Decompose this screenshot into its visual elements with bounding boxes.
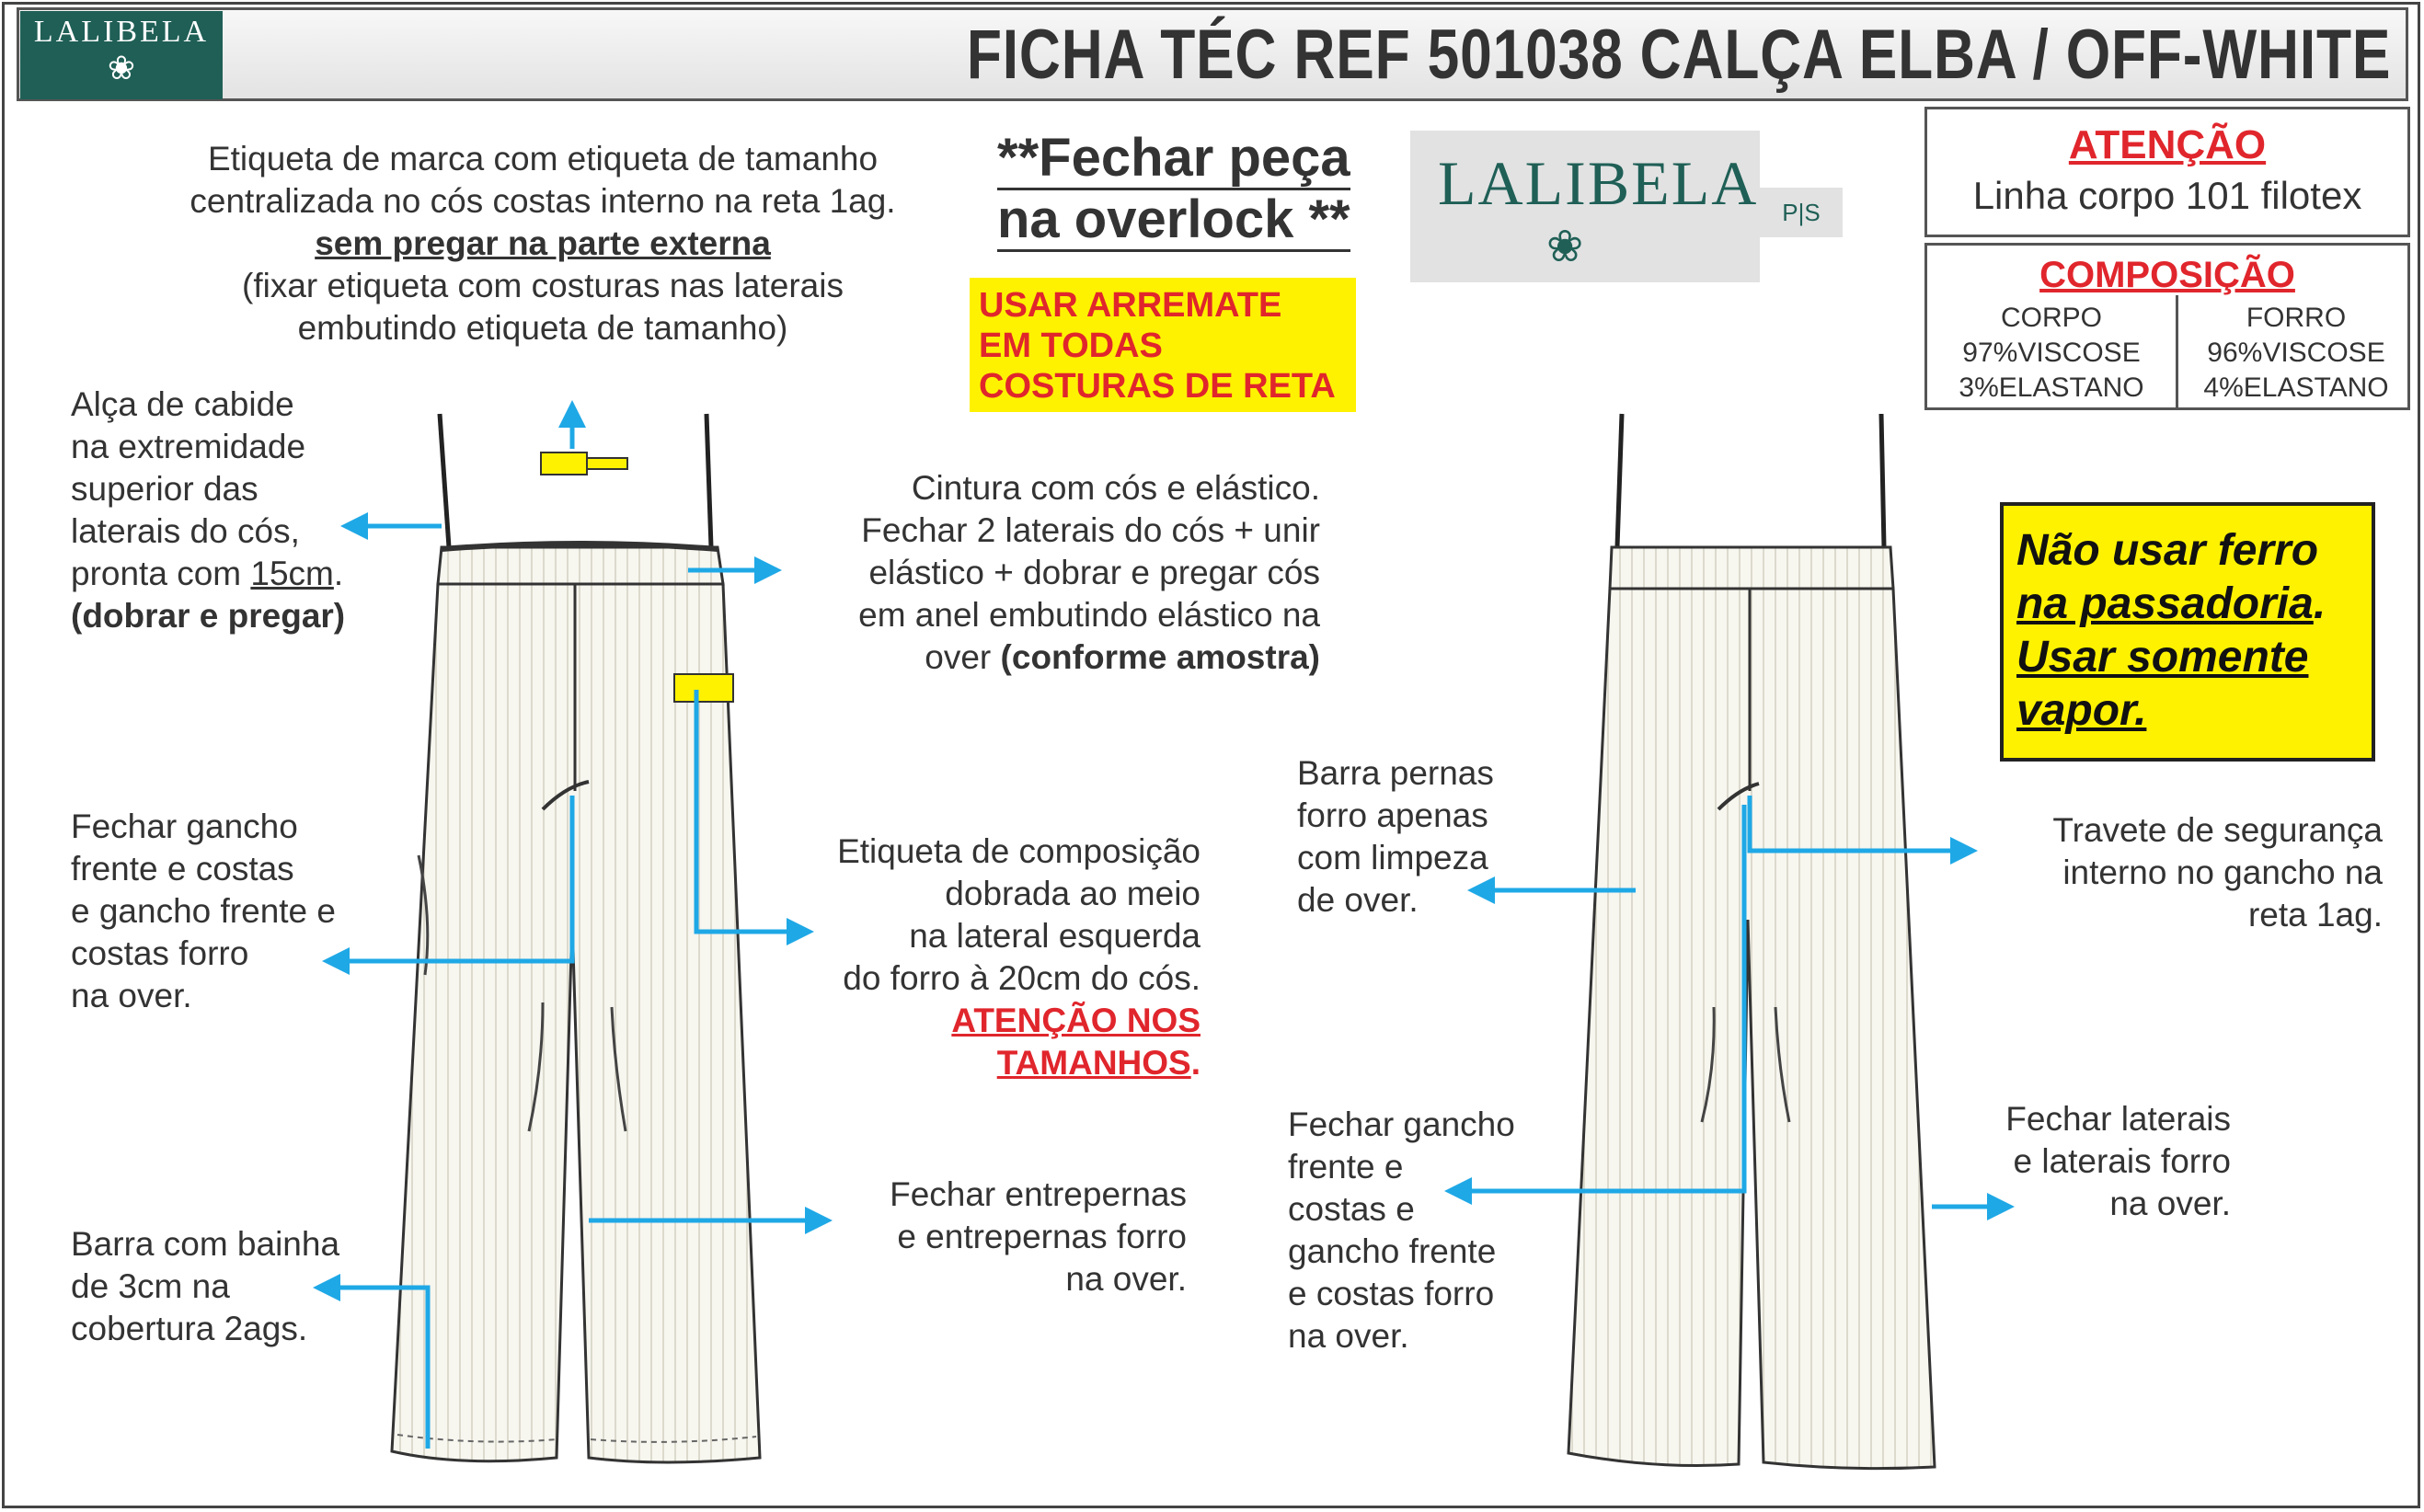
note-travete: Travete de segurança interno no gancho na reta 1ag. bbox=[2052, 811, 2383, 934]
note-entrepernas: Fechar entrepernas e entrepernas forro na over. bbox=[890, 1175, 1187, 1298]
back-pants-drawing bbox=[1568, 414, 1935, 1469]
note-cintura: Cintura com cós e elástico. Fechar 2 laterais do cós + unir elástico + dobrar e pregar cós em anel embutindo elástico na over (conforme amostra) bbox=[858, 469, 1320, 676]
overlock-note: **Fechar peça na overlock ** bbox=[997, 129, 1350, 252]
ps-mark: P|S bbox=[1760, 188, 1843, 237]
note-gancho-costas: Fechar gancho frente e costas e gancho frente e costas forro na over. bbox=[1288, 1105, 1515, 1355]
attention-box: ATENÇÃO Linha corpo 101 filotex bbox=[1924, 107, 2410, 237]
brand-name: LALIBELA bbox=[33, 15, 210, 49]
bee-icon: ❀ bbox=[107, 49, 136, 86]
note-etiqueta-composicao: Etiqueta de composição dobrada ao meio na lateral esquerda do forro à 20cm do cós. ATENÇÃO NOS TAMANHOS. bbox=[837, 832, 1201, 1082]
note-laterais: Fechar laterais e laterais forro na over. bbox=[2005, 1100, 2231, 1222]
page-title: FICHA TÉC REF 501038 CALÇA ELBA / OFF-WHITE bbox=[966, 16, 2391, 94]
composition-box: COMPOSIÇÃO CORPO 97%VISCOSE 3%ELASTANO FORRO 96%VISCOSE 4%ELASTANO bbox=[1924, 243, 2410, 410]
note-alca: Alça de cabide na extremidade superior das laterais do cós, pronta com 15cm. (dobrar e pregar) bbox=[71, 385, 346, 635]
composition-forro: FORRO 96%VISCOSE 4%ELASTANO bbox=[2203, 303, 2389, 403]
note-barra-forro: Barra pernas forro apenas com limpeza de over. bbox=[1297, 754, 1494, 919]
note-barra-bainha: Barra com bainha de 3cm na cobertura 2ags. bbox=[71, 1225, 340, 1347]
composition-corpo: CORPO 97%VISCOSE 3%ELASTANO bbox=[1959, 303, 2144, 403]
iron-warning: Não usar ferro na passadoria. Usar somente vapor. bbox=[2000, 502, 2375, 762]
bee-icon: ❀ bbox=[1546, 223, 1584, 271]
arremate-note: USAR ARREMATE EM TODAS COSTURAS DE RETA bbox=[970, 278, 1356, 412]
brand-name-large: LALIBELA bbox=[1438, 148, 1759, 218]
note-gancho-frente: Fechar gancho frente e costas e gancho frente e costas forro na over. bbox=[71, 808, 336, 1014]
note-etiqueta-marca: Etiqueta de marca com etiqueta de tamanho centralizada no cós costas interno na reta 1ag. sem pregar na parte externa (fixar etiqueta com costuras nas laterais embutindo etiqueta de tamanho) bbox=[190, 140, 896, 347]
